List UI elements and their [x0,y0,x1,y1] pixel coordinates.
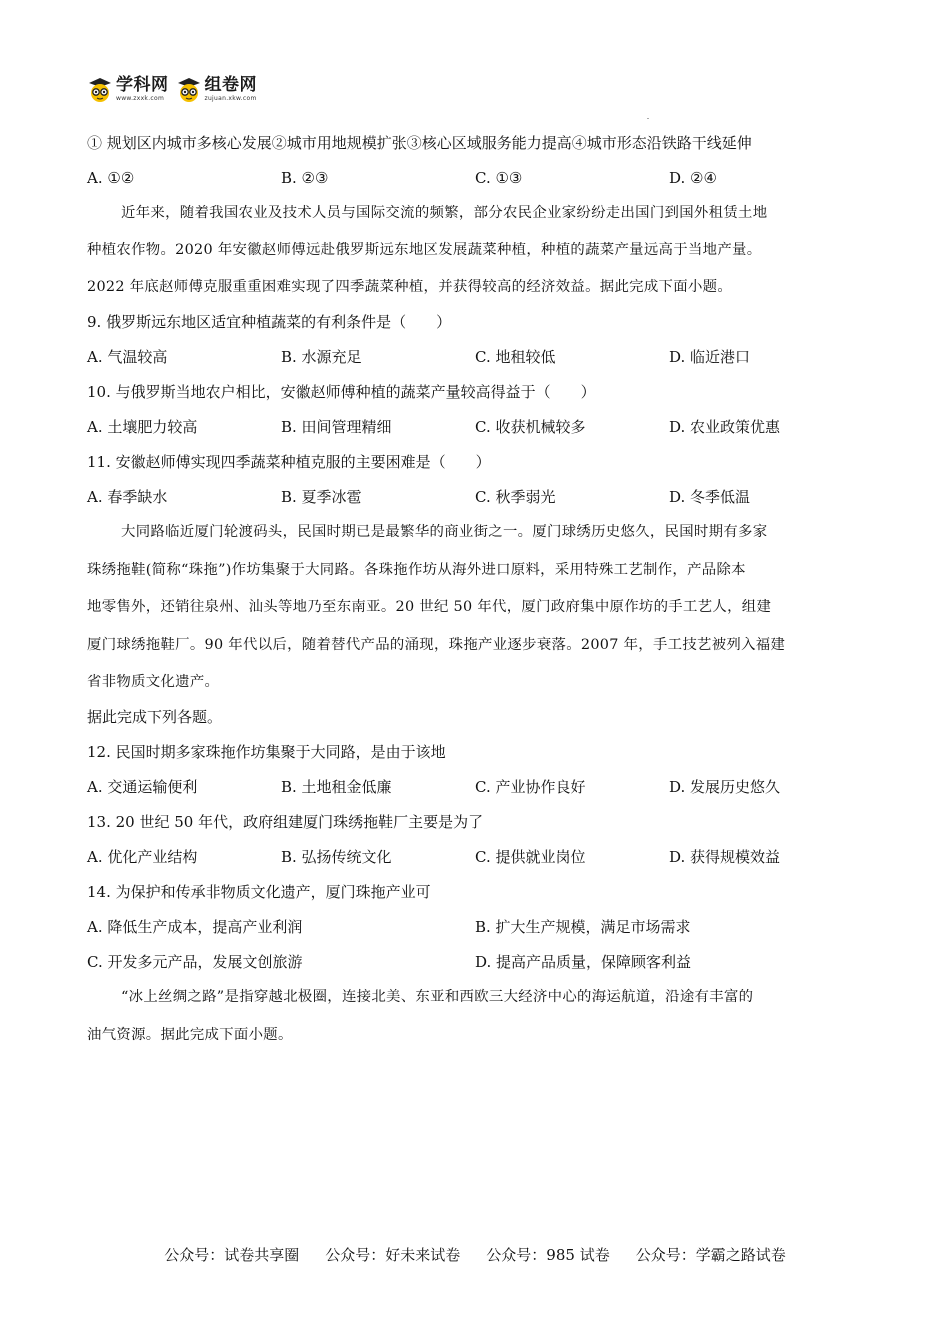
logo-zujuan-url: zujuan.xkw.com [204,94,257,102]
passage2-line: 厦门球绣拖鞋厂。90 年代以后，随着替代产品的涌现，珠拖产业逐步衰落。2007 年，手工技艺被列入福建 [87,637,786,653]
q12-stem: 12. 民国时期多家珠拖作坊集聚于大同路，是由于该地 [87,743,446,761]
q10-stem: 10. 与俄罗斯当地农户相比，安徽赵师傅种植的蔬菜产量较高得益于（ ） [87,383,596,401]
passage2-instruction: 据此完成下列各题。 [87,708,223,726]
q14-option-a[interactable]: A. 降低生产成本，提高产业利润 [87,918,303,936]
q12-option-d[interactable]: D. 发展历史悠久 [669,778,781,796]
passage1-line: 2022 年底赵师傅克服重重困难实现了四季蔬菜种植，并获得较高的经济效益。据此完成下面小题。 [87,279,733,295]
passage3-line: 油气资源。据此完成下面小题。 [87,1027,293,1043]
q8-statements: ① 规划区内城市多核心发展②城市用地规模扩张③核心区域服务能力提高④城市形态沿铁路干线延伸 [87,134,752,152]
q10-option-b[interactable]: B. 田间管理精细 [281,418,392,436]
passage2-line: 大同路临近厦门轮渡码头，民国时期已是最繁华的商业街之一。厦门球绣历史悠久，民国时期有多家 [121,524,768,540]
passage2-line: 省非物质文化遗产。 [87,674,220,690]
q14-option-b[interactable]: B. 扩大生产规模，满足市场需求 [475,918,691,936]
q13-stem: 13. 20 世纪 50 年代，政府组建厦门珠绣拖鞋厂主要是为了 [87,813,484,831]
footer [0,1244,950,1265]
q12-option-b[interactable]: B. 土地租金低廉 [281,778,392,796]
stray-mark [647,118,649,119]
q9-option-d[interactable]: D. 临近港口 [669,348,751,366]
q11-option-a[interactable]: A. 春季缺水 [87,488,168,506]
footer-account: 公众号：试卷共享圈 [164,1246,300,1264]
q13-option-b[interactable]: B. 弘扬传统文化 [281,848,392,866]
logo-zxxk [86,75,169,103]
q10-option-a[interactable]: A. 土壤肥力较高 [87,418,198,436]
q13-option-c[interactable]: C. 提供就业岗位 [475,848,586,866]
footer-account: 公众号：学霸之路试卷 [635,1246,786,1264]
q11-option-c[interactable]: C. 秋季弱光 [475,488,556,506]
passage1-line: 种植农作物。2020 年安徽赵师傅远赴俄罗斯远东地区发展蔬菜种植，种植的蔬菜产量远高于当地产量。 [87,242,762,258]
footer-account: 公众号：好未来试卷 [325,1246,461,1264]
q11-option-b[interactable]: B. 夏季冰雹 [281,488,362,506]
owl-mascot-icon [86,75,114,103]
q10-option-d[interactable]: D. 农业政策优惠 [669,418,781,436]
q12-option-c[interactable]: C. 产业协作良好 [475,778,586,796]
q8-option-b[interactable]: B. ②③ [281,169,329,187]
owl-mascot-icon [175,75,203,103]
passage3-line: “冰上丝绸之路”是指穿越北极圈，连接北美、东亚和西欧三大经济中心的海运航道，沿途有丰富的 [121,989,754,1005]
q14-stem: 14. 为保护和传承非物质文化遗产，厦门珠拖产业可 [87,883,431,901]
q8-option-c[interactable]: C. ①③ [475,169,523,187]
q8-option-a[interactable]: A. ①② [87,169,135,187]
q12-option-a[interactable]: A. 交通运输便利 [87,778,198,796]
passage2-line: 地零售外，还销往泉州、汕头等地乃至东南亚。20 世纪 50 年代，厦门政府集中原作坊的手工艺人，组建 [87,599,772,615]
q9-option-a[interactable]: A. 气温较高 [87,348,168,366]
q11-stem: 11. 安徽赵师傅实现四季蔬菜种植克服的主要困难是（ ） [87,453,491,471]
q13-option-a[interactable]: A. 优化产业结构 [87,848,198,866]
logo-zujuan-name: 组卷网 [204,74,257,95]
q9-option-b[interactable]: B. 水源充足 [281,348,362,366]
passage1-line: 近年来，随着我国农业及技术人员与国际交流的频繁，部分农民企业家纷纷走出国门到国外租赁土地 [121,205,768,221]
header-logo [86,72,263,106]
q11-option-d[interactable]: D. 冬季低温 [669,488,751,506]
passage2-line: 珠绣拖鞋(简称“珠拖”)作坊集聚于大同路。各珠拖作坊从海外进口原料，采用特殊工艺制作，产品除本 [87,562,746,578]
q14-option-c[interactable]: C. 开发多元产品，发展文创旅游 [87,953,303,971]
logo-zxxk-name: 学科网 [116,74,169,95]
q10-option-c[interactable]: C. 收获机械较多 [475,418,586,436]
logo-zxxk-url: www.zxxk.com [116,94,165,102]
q9-stem: 9. 俄罗斯远东地区适宜种植蔬菜的有利条件是（ ） [87,313,452,331]
q14-option-d[interactable]: D. 提高产品质量，保障顾客利益 [475,953,692,971]
q8-option-d[interactable]: D. ②④ [669,169,717,187]
logo-zujuan [175,75,258,103]
q9-option-c[interactable]: C. 地租较低 [475,348,556,366]
q13-option-d[interactable]: D. 获得规模效益 [669,848,781,866]
footer-account: 公众号：985 试卷 [486,1246,610,1264]
